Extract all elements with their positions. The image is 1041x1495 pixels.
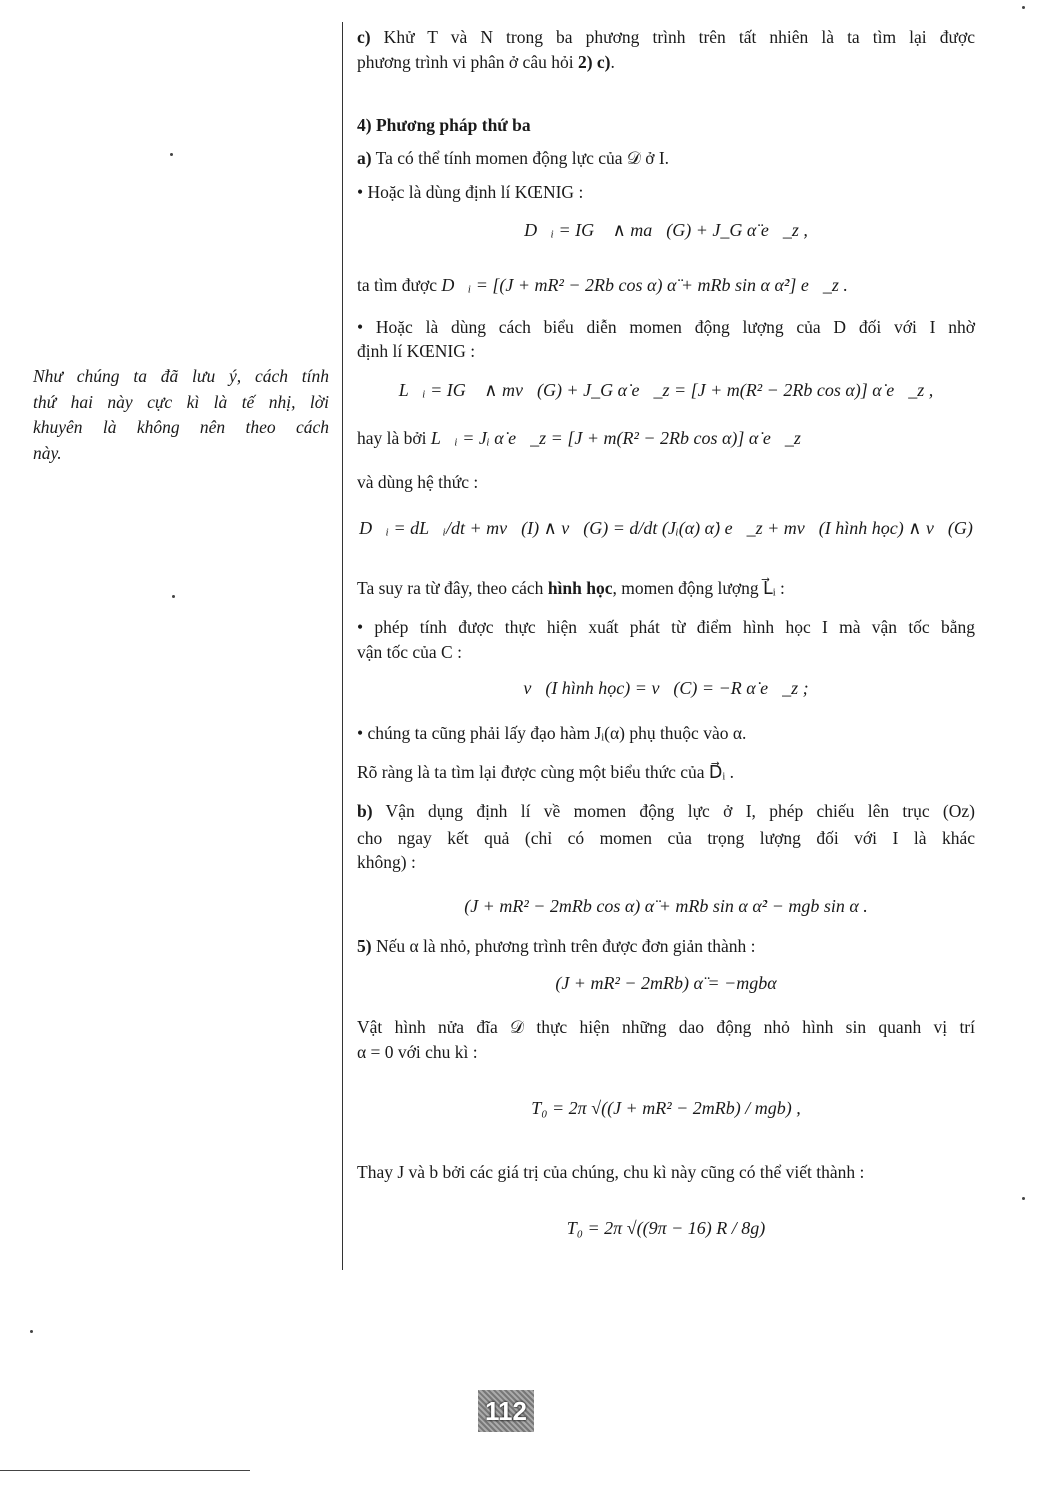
scan-speck (172, 595, 175, 598)
text-line: • chúng ta cũng phải lấy đạo hàm Jᵢ(α) phụ thuộc vào α. (357, 723, 747, 743)
note-line: này. (33, 443, 62, 463)
text-line: • Hoặc là dùng cách biểu diễn momen động lượng của D đối với I nhờ (357, 317, 975, 337)
text-line (357, 934, 975, 958)
text-line (357, 50, 975, 74)
emphasis: hình học (547, 578, 613, 598)
equation: D⃗ᵢ = IG⃗ ∧ ma⃗(G) + J_G α̈ e⃗_z , (524, 220, 808, 240)
text-line (357, 799, 975, 823)
bottom-rule (0, 1470, 250, 1471)
text-line: cho ngay kết quả (chỉ có momen của trọng lượng đối với I là khác (357, 828, 975, 848)
text-line: định lí KŒNIG : (357, 341, 476, 361)
text: Ta có thể tính momen động lực của 𝒟 ở I. (371, 148, 670, 168)
text-line: • phép tính được thực hiện xuất phát từ điểm hình học I mà vận tốc bằng (357, 617, 975, 637)
scan-speck (170, 153, 173, 156)
note-line: Như chúng ta đã lưu ý, cách tính (33, 366, 329, 386)
equation: D⃗ᵢ = dL⃗ᵢ/dt + mv⃗(I) ∧ v⃗(G) = d/dt (Jᵢ(α) α̇) e⃗_z + mv⃗(I hình học) ∧ v⃗(G) (359, 518, 973, 538)
equation: v⃗(I hình học) = v⃗(C) = −R α̇ e⃗_z ; (523, 678, 809, 698)
note-line: khuyên là không nên theo cách (33, 417, 329, 437)
equation: L⃗ᵢ = IG⃗ ∧ mv⃗(G) + J_G α̇ e⃗_z = [J + m(R² − 2Rb cos α)] α̇ e⃗_z , (398, 380, 934, 400)
label: a) (357, 148, 372, 168)
text: Vận dụng định lí về momen động lực ở I, phép chiếu lên trục (Oz) (372, 801, 975, 821)
equation: T₀ = 2π √((9π − 16) R / 8g) (566, 1218, 766, 1238)
text-line (357, 146, 975, 170)
label: b) (357, 801, 373, 821)
equation: L⃗ᵢ = Jᵢ α̇ e⃗_z = [J + m(R² − 2Rb cos α)] α̇ e⃗_z (430, 428, 801, 448)
equation: (J + mR² − 2mRb) α̈ = −mgbα (555, 973, 777, 993)
text-line: và dùng hệ thức : (357, 472, 479, 492)
equation: D⃗ᵢ = [(J + mR² − 2Rb cos α) α̈ + mRb sin α α̇²] e⃗_z . (441, 275, 848, 295)
text-line: Rõ ràng là ta tìm lại được cùng một biểu thức của D⃗ᵢ . (357, 762, 734, 782)
text-line (357, 426, 975, 450)
label: 5) (357, 936, 372, 956)
text: hay là bởi (357, 428, 427, 448)
label: c) (357, 27, 371, 47)
text-line: • Hoặc là dùng định lí KŒNIG : (357, 182, 584, 202)
text-line (357, 273, 975, 297)
text-line: Vật hình nửa đĩa 𝒟 thực hiện những dao động nhỏ hình sin quanh vị trí (357, 1017, 975, 1037)
equation: T₀ = 2π √((J + mR² − 2mRb) / mgb) , (531, 1098, 801, 1118)
text-line (357, 25, 975, 49)
text-line: vận tốc của C : (357, 642, 462, 662)
text: Nếu α là nhỏ, phương trình trên được đơn giản thành : (371, 936, 756, 956)
text-line: α = 0 với chu kì : (357, 1042, 478, 1062)
note-line: thứ hai này cực kì là tế nhị, lời (33, 392, 329, 412)
text-line: không) : (357, 852, 416, 872)
text-line (357, 576, 975, 600)
page-number: 112 (478, 1390, 534, 1432)
text: phương trình vi phân ở câu hỏi (357, 52, 578, 72)
text: Khử T và N trong ba phương trình trên tất nhiên là ta tìm lại được (370, 27, 975, 47)
scan-speck (1022, 6, 1025, 9)
text: ta tìm được (357, 275, 437, 295)
equation: (J + mR² − 2mRb cos α) α̈ + mRb sin α α̇² − mgb sin α . (464, 896, 868, 916)
section-heading: 4) Phương pháp thứ ba (357, 115, 531, 135)
margin-rule (342, 22, 343, 1270)
scan-speck (30, 1330, 33, 1333)
text: , momen động lượng L⃗ᵢ : (612, 578, 785, 598)
text-line: Thay J và b bởi các giá trị của chúng, chu kì này cũng có thể viết thành : (357, 1162, 865, 1182)
text: . (610, 52, 615, 72)
scan-speck (1022, 1197, 1025, 1200)
text: Ta suy ra từ đây, theo cách (357, 578, 548, 598)
ref: 2) c) (577, 52, 611, 72)
